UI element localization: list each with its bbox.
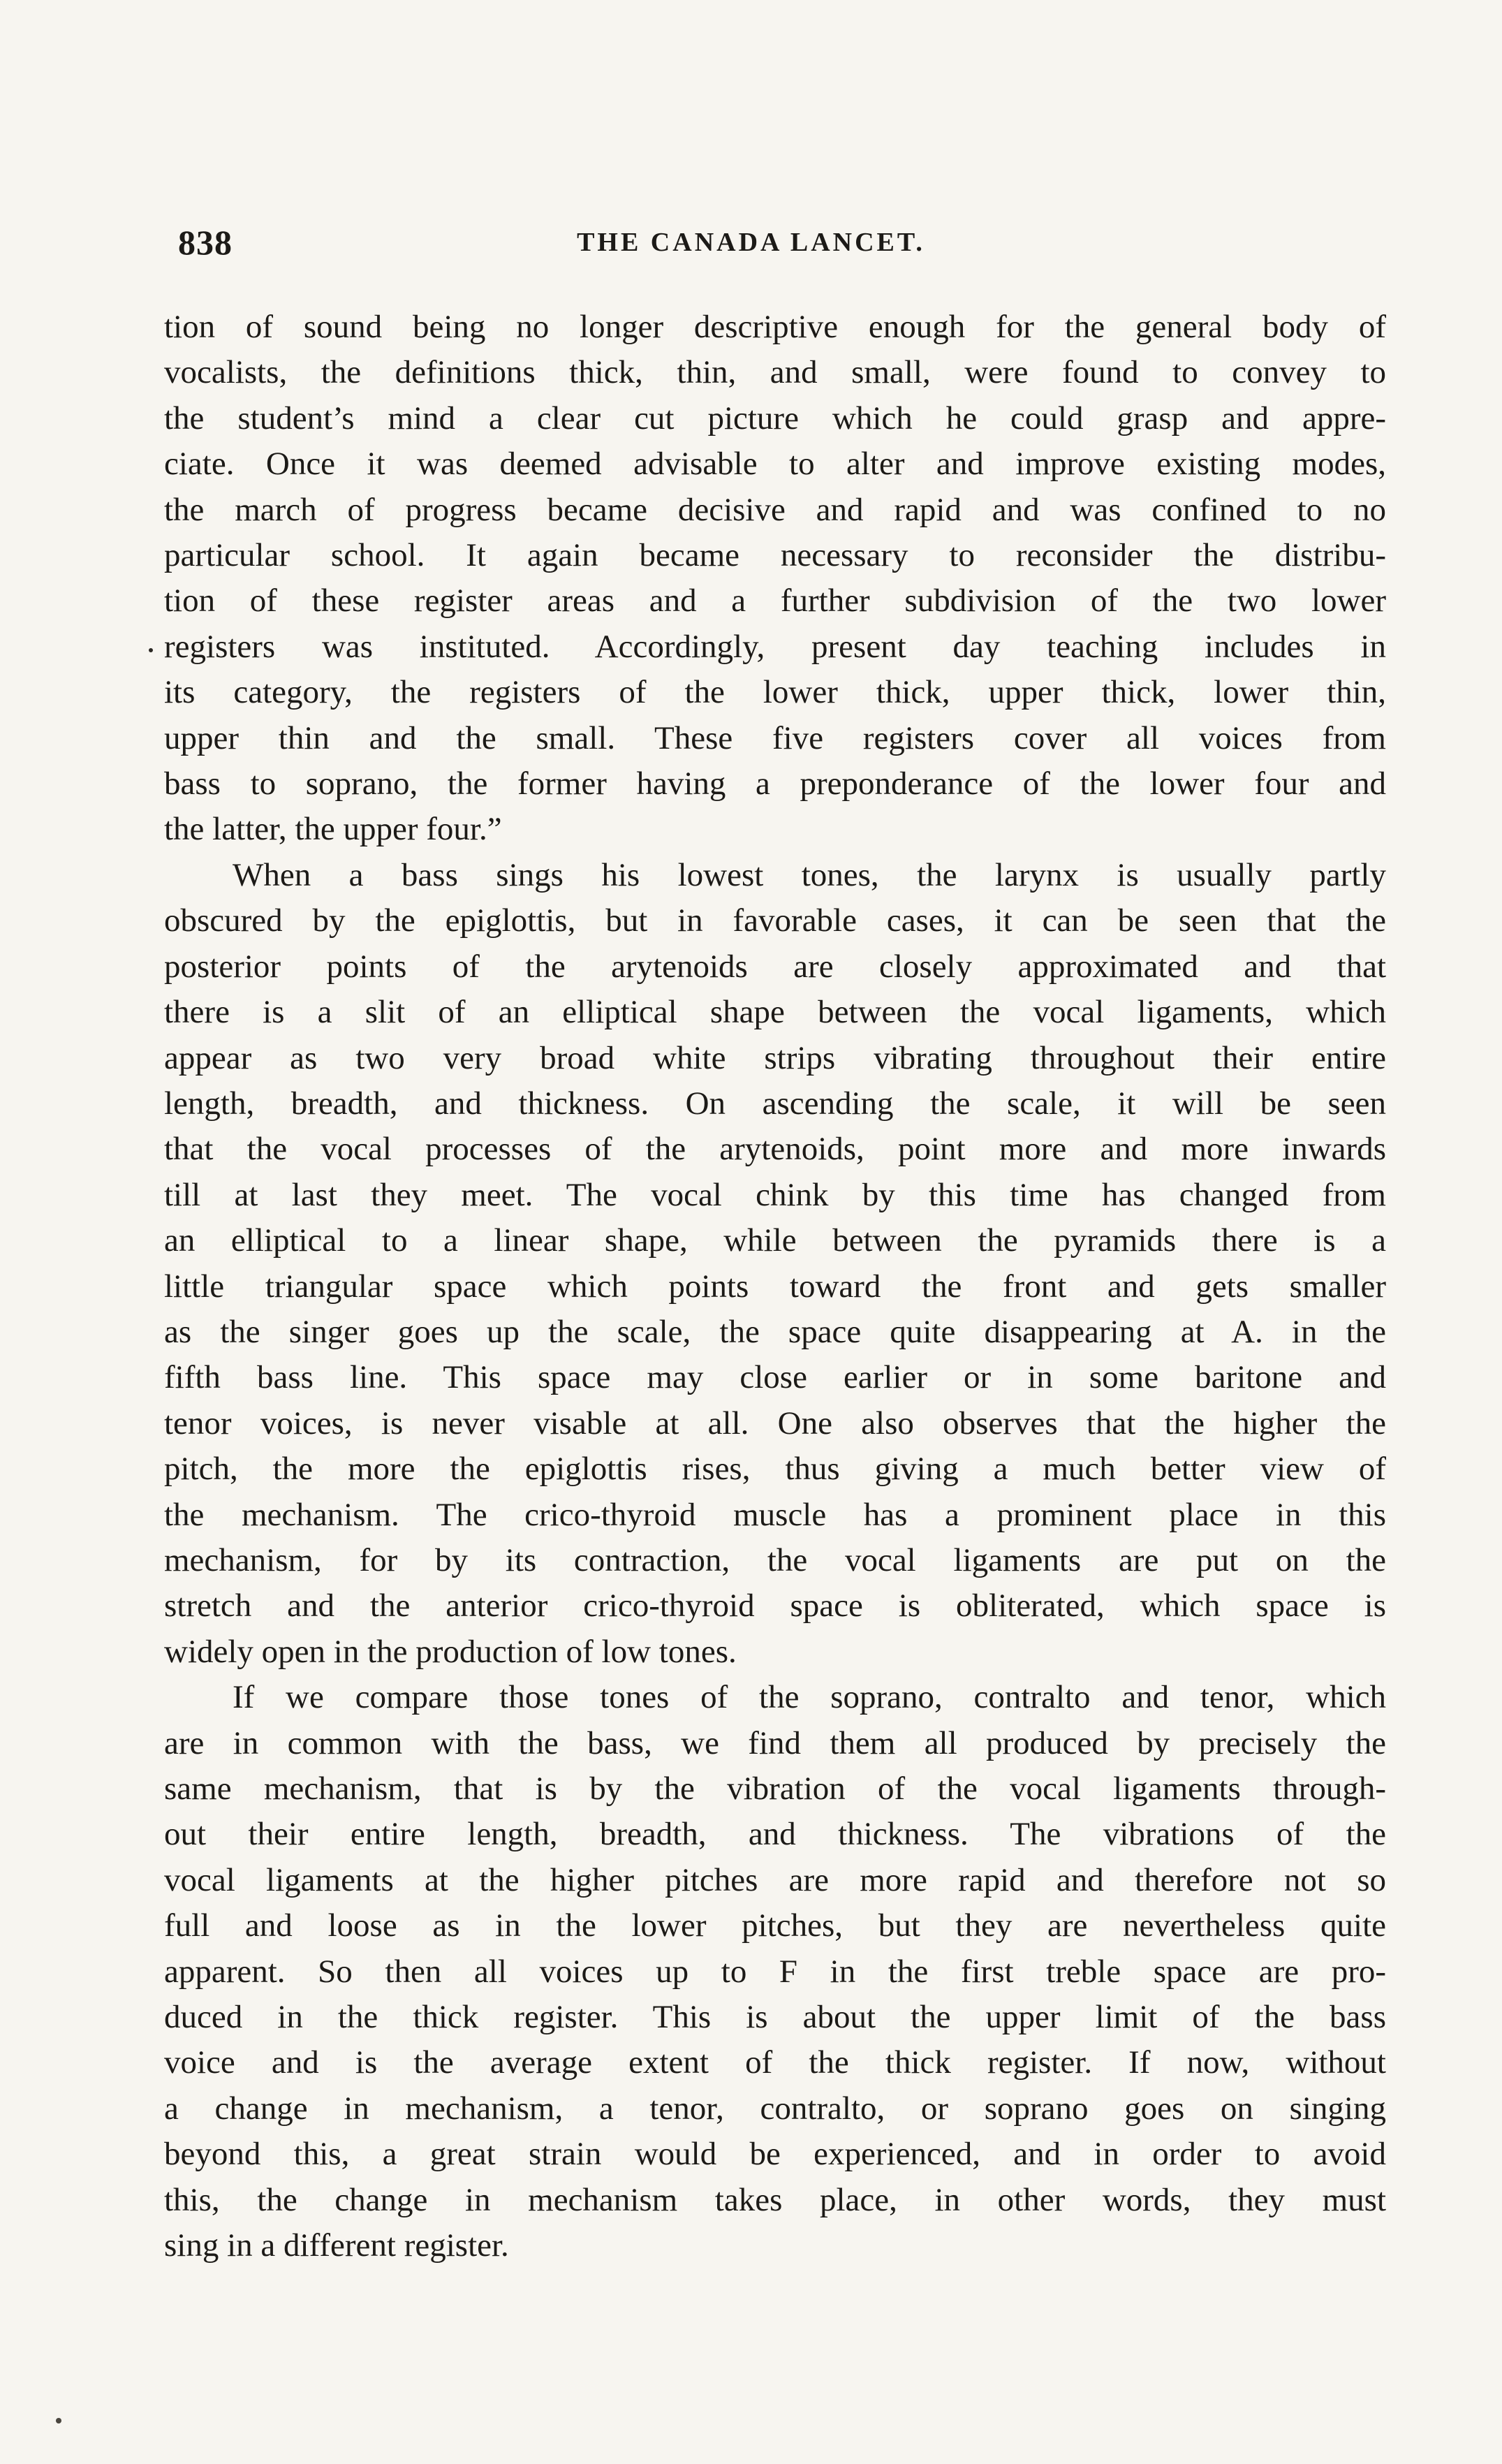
text-line: tenor voices, is never visable at all. One also observes that the higher the (164, 1405, 1386, 1442)
text-line: mechanism, for by its contraction, the vocal ligaments are put on the (164, 1541, 1386, 1578)
text-line: full and loose as in the lower pitches, but they are nevertheless quite (164, 1907, 1386, 1944)
text-line: that the vocal processes of the arytenoids, point more and more inwards (164, 1131, 1386, 1168)
text-line: are in common with the bass, we find them all produced by precisely the (164, 1724, 1386, 1761)
text-line: tion of these register areas and a further subdivision of the two lower (164, 582, 1386, 619)
paragraph (164, 853, 1386, 1675)
text-line: vocal ligaments at the higher pitches are more rapid and therefore not so (164, 1861, 1386, 1898)
text-line: bass to soprano, the former having a preponderance of the lower four and (164, 765, 1386, 802)
text-line: length, breadth, and thickness. On ascending the scale, it will be seen (164, 1085, 1386, 1122)
text-line: obscured by the epiglottis, but in favorable cases, it can be seen that the (164, 902, 1386, 939)
margin-mark (56, 2418, 61, 2423)
text-line: stretch and the anterior crico-thyroid space is obliterated, which space is (164, 1587, 1386, 1625)
text-line: this, the change in mechanism takes place, in other words, they must (164, 2181, 1386, 2218)
margin-mark (149, 648, 153, 652)
text-line: as the singer goes up the scale, the space quite disappearing at A. in the (164, 1313, 1386, 1350)
text-line: till at last they meet. The vocal chink by this time has changed from (164, 1176, 1386, 1213)
paragraph (164, 305, 1386, 853)
text-line: there is a slit of an elliptical shape between the vocal ligaments, which (164, 994, 1386, 1031)
text-line: apparent. So then all voices up to F in the first treble space are pro- (164, 1953, 1386, 1990)
text-line: same mechanism, that is by the vibration of the vocal ligaments through- (164, 1770, 1386, 1807)
page-number: 838 (178, 223, 233, 262)
text-line: If we compare those tones of the soprano, contralto and tenor, which (233, 1679, 1386, 1716)
text-line: little triangular space which points toward the front and gets smaller (164, 1268, 1386, 1305)
text-line: the mechanism. The crico-thyroid muscle has a prominent place in this (164, 1496, 1386, 1533)
text-line: voice and is the average extent of the thick register. If now, without (164, 2044, 1386, 2081)
text-line: posterior points of the arytenoids are closely approximated and that (164, 948, 1386, 985)
running-title: THE CANADA LANCET. (577, 228, 925, 257)
text-line: its category, the registers of the lower thick, upper thick, lower thin, (164, 674, 1386, 711)
text-line: beyond this, a great strain would be experienced, and in order to avoid (164, 2136, 1386, 2173)
text-line: sing in a different register. (164, 2227, 509, 2264)
text-line: vocalists, the definitions thick, thin, and small, were found to convey to (164, 354, 1386, 391)
text-line: registers was instituted. Accordingly, present day teaching includes in (164, 628, 1386, 665)
text-line: When a bass sings his lowest tones, the larynx is usually partly (233, 856, 1386, 893)
text-line: an elliptical to a linear shape, while between the pyramids there is a (164, 1222, 1386, 1259)
text-line: pitch, the more the epiglottis rises, thus giving a much better view of (164, 1451, 1386, 1488)
text-line: the march of progress became decisive and rapid and was confined to no (164, 491, 1386, 528)
text-line: a change in mechanism, a tenor, contralto, or soprano goes on singing (164, 2090, 1386, 2127)
text-line: upper thin and the small. These five registers cover all voices from (164, 719, 1386, 756)
text-line: appear as two very broad white strips vibrating throughout their entire (164, 1039, 1386, 1076)
text-line: particular school. It again became necessary to reconsider the distribu- (164, 537, 1386, 574)
text-line: tion of sound being no longer descriptive enough for the general body of (164, 309, 1386, 345)
text-line: duced in the thick register. This is about the upper limit of the bass (164, 1999, 1386, 2036)
text-line: ciate. Once it was deemed advisable to alter and improve existing modes, (164, 446, 1386, 483)
text-line: fifth bass line. This space may close earlier or in some baritone and (164, 1359, 1386, 1396)
body-text (164, 305, 1386, 2268)
text-line: the student’s mind a clear cut picture which he could grasp and appre- (164, 399, 1386, 437)
text-line: the latter, the upper four.” (164, 811, 502, 848)
text-line: widely open in the production of low tones. (164, 1633, 737, 1670)
paragraph (164, 1675, 1386, 2268)
text-line: out their entire length, breadth, and thickness. The vibrations of the (164, 1816, 1386, 1853)
